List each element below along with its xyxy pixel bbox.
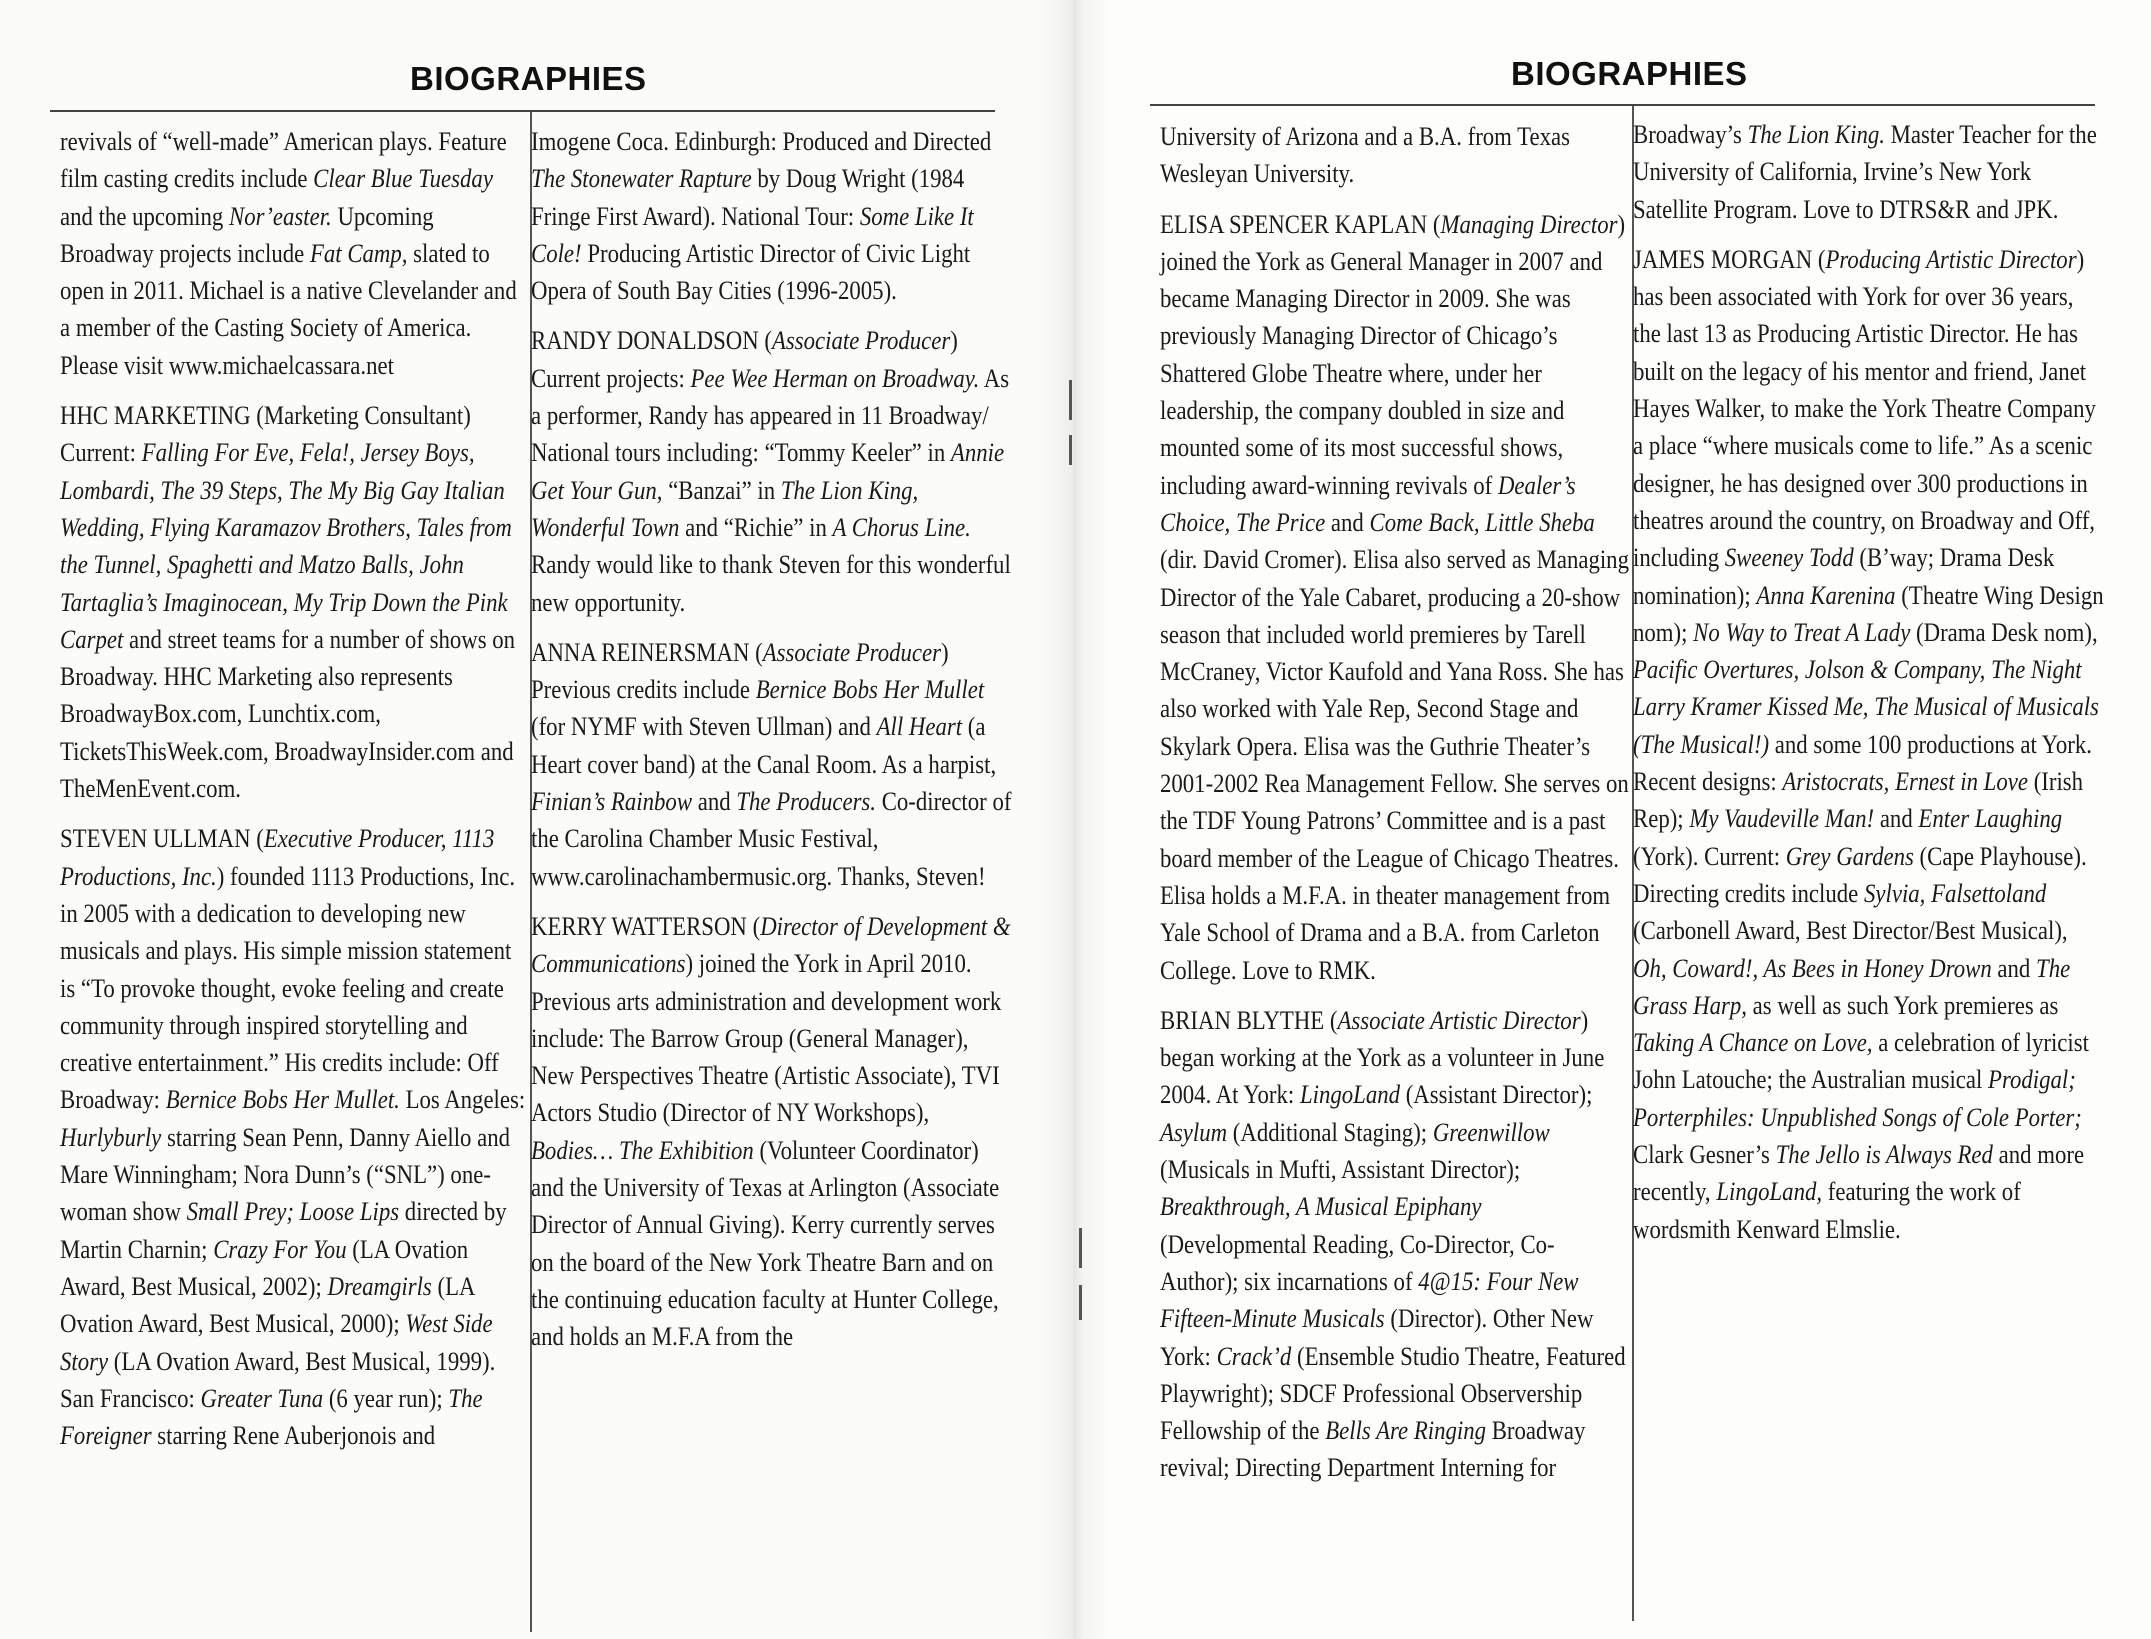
page-heading: BIOGRAPHIES: [410, 60, 647, 97]
bio-kerry-watterson: KERRY WATTERSON (Director of Development & Communications) joined the York in April 2010. Previous arts administration and development work include: The Barrow Group (General Manager), New Perspectives Theatre (Artistic Associate), TVI Actors Studio (Director of NY Workshops), Bodies… The Exhibition (Volunteer Coordinator) and the University of Texas at Arlington (Associate Director of Annual Giving). Kerry currently serves on the board of the New York Theatre Barn and on the continuing education faculty at Hunter College, and holds an M.F.A from the: [531, 910, 1011, 1352]
left-column-2: [531, 123, 1013, 1369]
bio-hhc-marketing: HHC MARKETING (Marketing Consultant) Current: Falling For Eve, Fela!, Jersey Boys, Lombardi, The 39 Steps, The My Big Gay Italian Wedding, Flying Karamazov Brothers, Tales from the Tunnel, Spaghetti and Matzo Balls, John Tartaglia’s Imaginocean, My Trip Down the Pink Carpet and street teams for a number of shows on Broadway. HHC Marketing also represents BroadwayBox.com, Lunchtix.com, TicketsThisWeek.com, BroadwayInsider.com and TheMenEvent.com.: [60, 400, 516, 804]
left-page: [0, 0, 1075, 1639]
page-heading: BIOGRAPHIES: [1511, 55, 1748, 92]
bio-paragraph: Broadway’s The Lion King. Master Teacher for the University of California, Irvine’s New York Satellite Program. Love to DTRS&R and JPK.: [1633, 119, 2097, 224]
bio-paragraph: University of Arizona and a B.A. from Texas Wesleyan University.: [1160, 121, 1571, 189]
bio-randy-donaldson: RANDY DONALDSON (Associate Producer) Current projects: Pee Wee Herman on Broadway. As a performer, Randy has appeared in 11 Broadway/ National tours including: “Tommy Keeler” in Annie Get Your Gun, “Banzai” in The Lion King, Wonderful Town and “Richie” in A Chorus Line. Randy would like to thank Steven for this wonderful new opportunity.: [531, 325, 1011, 617]
bio-elisa-spencer-kaplan: ELISA SPENCER KAPLAN (Managing Director) joined the York as General Manager in 2007 and became Managing Director in 2009. She was previously Managing Director of Chicago’s Shattered Globe Theatre where, under her leadership, the company doubled in size and mounted some of its most successful shows, including award-winning revivals of Dealer’s Choice, The Price and Come Back, Little Sheba (dir. David Cromer). Elisa also served as Managing Director of the Yale Cabaret, producing a 20-show season that included world premieres by Tarell McCraney, Victor Kaufold and Yana Ross. She has also worked with Yale Rep, Second Stage and Skylark Opera. Elisa was the Guthrie Theater’s 2001-2002 Rea Management Fellow. She serves on the TDF Young Patrons’ Committee and is a past board member of the League of Chicago Theatres. Elisa holds a M.F.A. in theater management from Yale School of Drama and a B.A. from Carleton College. Love to RMK.: [1160, 208, 1629, 985]
bio-paragraph: revivals of “well-made” American plays. Feature film casting credits include Clear Blue Tuesday and the upcoming Nor’easter. Upcoming Broadway projects include Fat Camp, slated to open in 2011. Michael is a native Clevelander and a member of the Casting Society of America. Please visit www.michaelcassara.net: [60, 126, 517, 380]
binding-mark: [1069, 435, 1072, 465]
bio-james-morgan: JAMES MORGAN (Producing Artistic Director) has been associated with York for over 36 years, the last 13 as Producing Artistic Director. He has built on the legacy of his mentor and friend, Janet Hayes Walker, to make the York Theatre Company a place “where musicals come to life.” As a scenic designer, he has designed over 300 productions in theatres around the country, on Broadway and Off, including Sweeney Todd (B’way; Drama Desk nomination); Anna Karenina (Theatre Wing Design nom); No Way to Treat A Lady (Drama Desk nom), Pacific Overtures, Jolson & Company, The Night Larry Kramer Kissed Me, The Musical of Musicals (The Musical!) and some 100 productions at York. Recent designs: Aristocrats, Ernest in Love (Irish Rep); My Vaudeville Man! and Enter Laughing (York). Current: Grey Gardens (Cape Playhouse). Directing credits include Sylvia, Falsettoland (Carbonell Award, Best Director/Best Musical), Oh, Coward!, As Bees in Honey Drown and The Grass Harp, as well as such York premieres as Taking A Chance on Love, a celebration of lyricist John Latouche; the Australian musical Prodigal; Porterphiles: Unpublished Songs of Cole Porter; Clark Gesner’s The Jello is Always Red and more recently, LingoLand, featuring the work of wordsmith Kenward Elmslie.: [1633, 243, 2104, 1244]
right-page: [1075, 0, 2151, 1639]
bio-brian-blythe: BRIAN BLYTHE (Associate Artistic Director) began working at the York as a volunteer in June 2004. At York: LingoLand (Assistant Director); Asylum (Additional Staging); Greenwillow (Musicals in Mufti, Assistant Director); Breakthrough, A Musical Epiphany (Developmental Reading, Co-Director, Co-Author); six incarnations of 4@15: Four New Fifteen-Minute Musicals (Director). Other New York: Crack’d (Ensemble Studio Theatre, Featured Playwright); SDCF Professional Observership Fellowship of the Bells Are Ringing Broadway revival; Directing Department Interning for: [1160, 1004, 1626, 1483]
right-column-1: [1160, 118, 1633, 1500]
binding-mark: [1079, 1285, 1082, 1320]
book-gutter: [1040, 0, 1110, 1639]
heading-rule: [1150, 104, 2095, 106]
right-column-2: [1633, 116, 2106, 1261]
binding-mark: [1079, 1228, 1082, 1268]
heading-rule: [50, 110, 995, 112]
bio-steven-ullman: STEVEN ULLMAN (Executive Producer, 1113 Productions, Inc.) founded 1113 Productions, Inc. in 2005 with a dedication to developing new musicals and plays. His simple mission statement is “To provoke thought, evoke feeling and create community through inspired storytelling and creative entertainment.” His credits include: Off Broadway: Bernice Bobs Her Mullet. Los Angeles: Hurlyburly starring Sean Penn, Danny Aiello and Mare Winningham; Nora Dunn’s (“SNL”) one-woman show Small Prey; Loose Lips directed by Martin Charnin; Crazy For You (LA Ovation Award, Best Musical, 2002); Dreamgirls (LA Ovation Award, Best Musical, 2000); West Side Story (LA Ovation Award, Best Musical, 1999). San Francisco: Greater Tuna (6 year run); The Foreigner starring Rene Auberjonois and: [60, 823, 526, 1451]
bio-anna-reinersman: ANNA REINERSMAN (Associate Producer) Previous credits include Bernice Bobs Her Mullet (for NYMF with Steven Ullman) and All Heart (a Heart cover band) at the Canal Room. As a harpist, Finian’s Rainbow and The Producers. Co-director of the Carolina Chamber Music Festival, www.carolinachambermusic.org. Thanks, Steven!: [531, 636, 1012, 891]
bio-paragraph: Imogene Coca. Edinburgh: Produced and Directed The Stonewater Rapture by Doug Wright (1984 Fringe First Award). National Tour: Some Like It Cole! Producing Artistic Director of Civic Light Opera of South Bay Cities (1996-2005).: [531, 126, 992, 306]
left-column-1: [60, 123, 531, 1467]
binding-mark: [1069, 380, 1072, 420]
